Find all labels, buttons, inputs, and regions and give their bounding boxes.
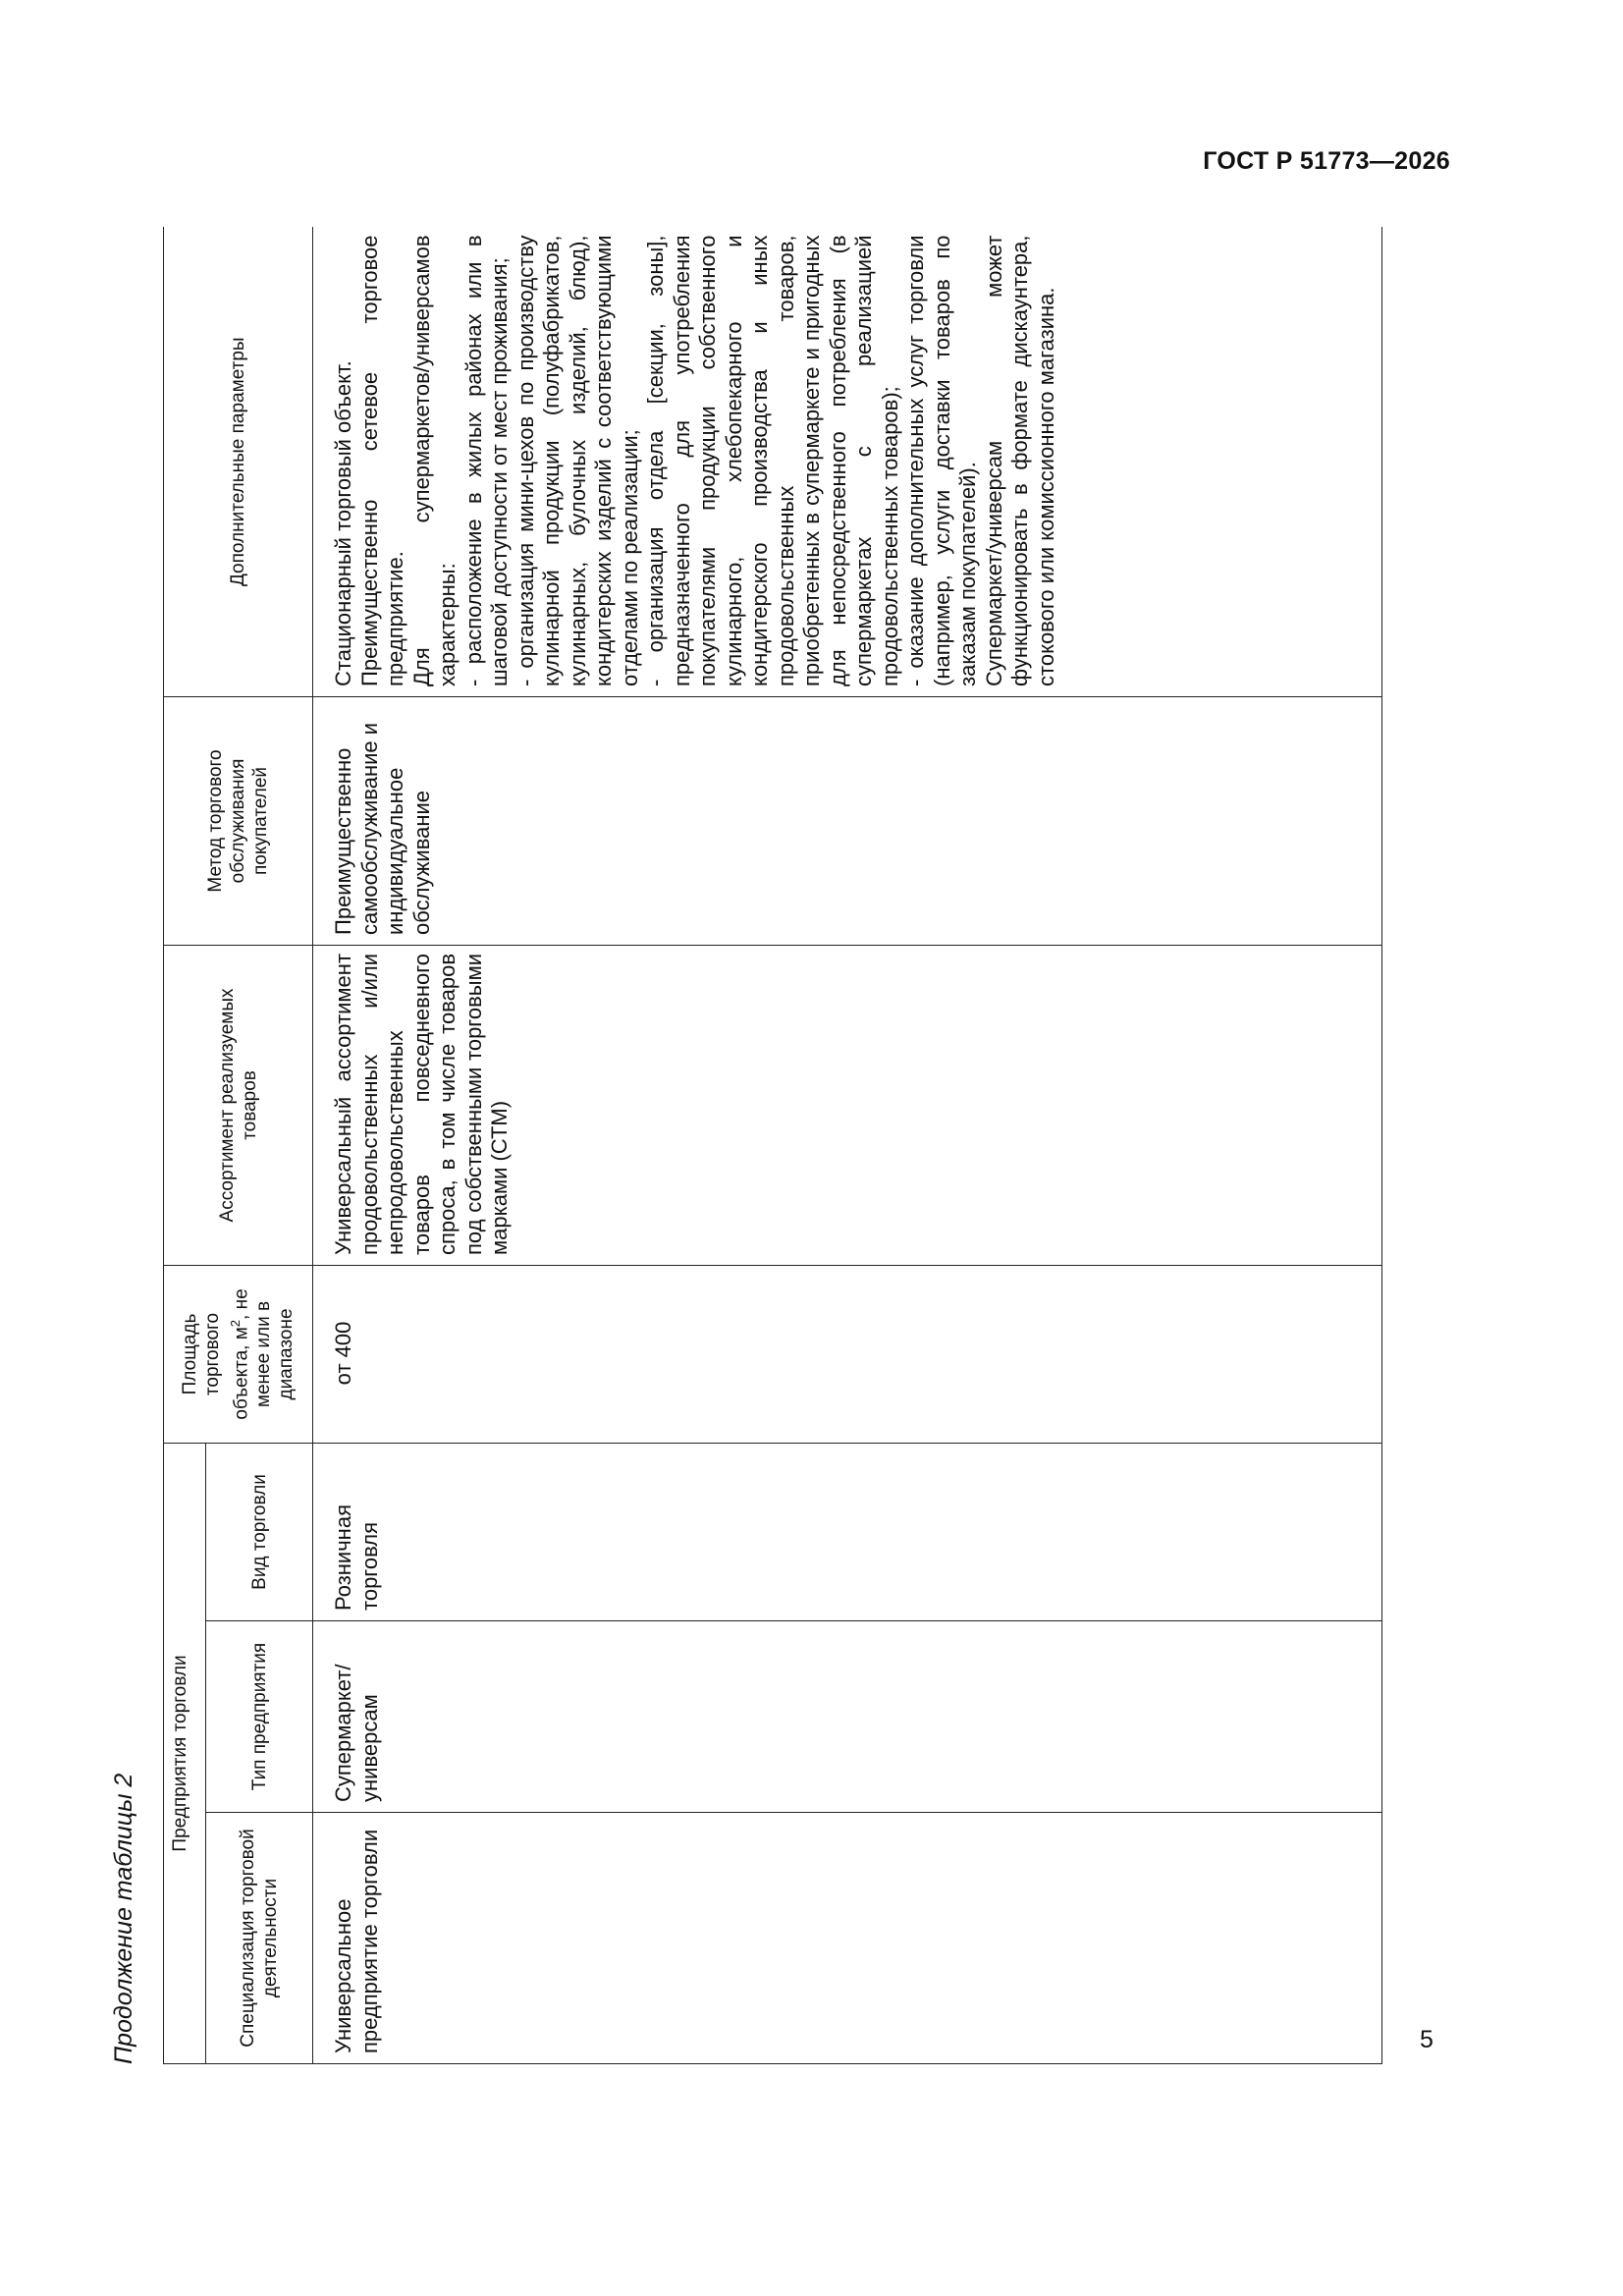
header-area-text: Площадь торгового объекта, м xyxy=(179,1312,252,1420)
params-line: - организация отдела [секции, зоны], предназначенного для употребления покупателями продукции собственного кулинарного, хлебопекарного и кондитерского производства и иных продовольственных товаров, приобретенных в супермаркете и пригодных для непосредственного потребления (в супермаркетах с реализацией продовольственных товаров); xyxy=(643,235,902,686)
header-specialization: Специализация торговой деятельности xyxy=(206,1813,313,2064)
params-line: - расположение в жилых районах или в шаговой доступности от мест проживания; xyxy=(460,235,512,686)
cell-params xyxy=(313,227,1382,696)
page-number: 5 xyxy=(1420,2026,1434,2053)
header-method: Метод торгового обслуживания покупателей xyxy=(164,696,313,945)
rotated-table-page xyxy=(110,228,1390,2064)
cell-specialization: Универсальное предприятие торговли xyxy=(313,1813,1382,2064)
enterprise-table xyxy=(163,227,1382,2064)
header-type: Тип предприятия xyxy=(206,1621,313,1813)
params-line: Преимущественно сетевое торговое предприятие. xyxy=(356,235,407,686)
params-line: - оказание дополнительных услуг торговли (например, услуги доставки товаров по заказам покупателей). xyxy=(903,235,980,686)
cell-method: Преимущественно самообслуживание и индивидуальное обслуживание xyxy=(313,696,1382,945)
cell-area: от 400 xyxy=(313,1265,1382,1443)
header-assortment: Ассортимент реализуемых товаров xyxy=(164,945,313,1265)
cell-assortment: Универсальный ассортимент продовольственных и/или непродовольственных товаров повседневного спроса, в том числе товаров под собственными торговыми марками (СТМ) xyxy=(313,945,1382,1265)
params-line: Для супермаркетов/универсамов характерны: xyxy=(408,235,460,686)
header-area-sup: 2 xyxy=(227,1319,243,1328)
group-header-enterprises: Предприятия торговли xyxy=(164,1443,206,2063)
standard-number: ГОСТ Р 51773—2026 xyxy=(1203,147,1450,175)
header-kind: Вид торговли xyxy=(206,1443,313,1620)
header-area-text2: , не менее или в диапазоне xyxy=(231,1288,298,1408)
header-params: Дополнительные параметры xyxy=(164,227,313,696)
table-caption: Продолжение таблицы 2 xyxy=(110,1773,137,2064)
cell-kind: Розничная торговля xyxy=(313,1443,1382,1620)
params-line: - организация мини-цехов по производству кулинарной продукции (полуфабрикатов, кулинарных, булочных изделий, блюд), кондитерских изделий с соответствующими отделами по реализации; xyxy=(513,235,642,686)
params-line: Стационарный торговый объект. xyxy=(331,360,355,686)
header-area xyxy=(164,1265,313,1443)
cell-type: Супермаркет/ универсам xyxy=(313,1621,1382,1813)
params-line: Супермаркет/универсам может функционировать в формате дискаунтера, стокового или комиссионного магазина. xyxy=(981,235,1058,686)
